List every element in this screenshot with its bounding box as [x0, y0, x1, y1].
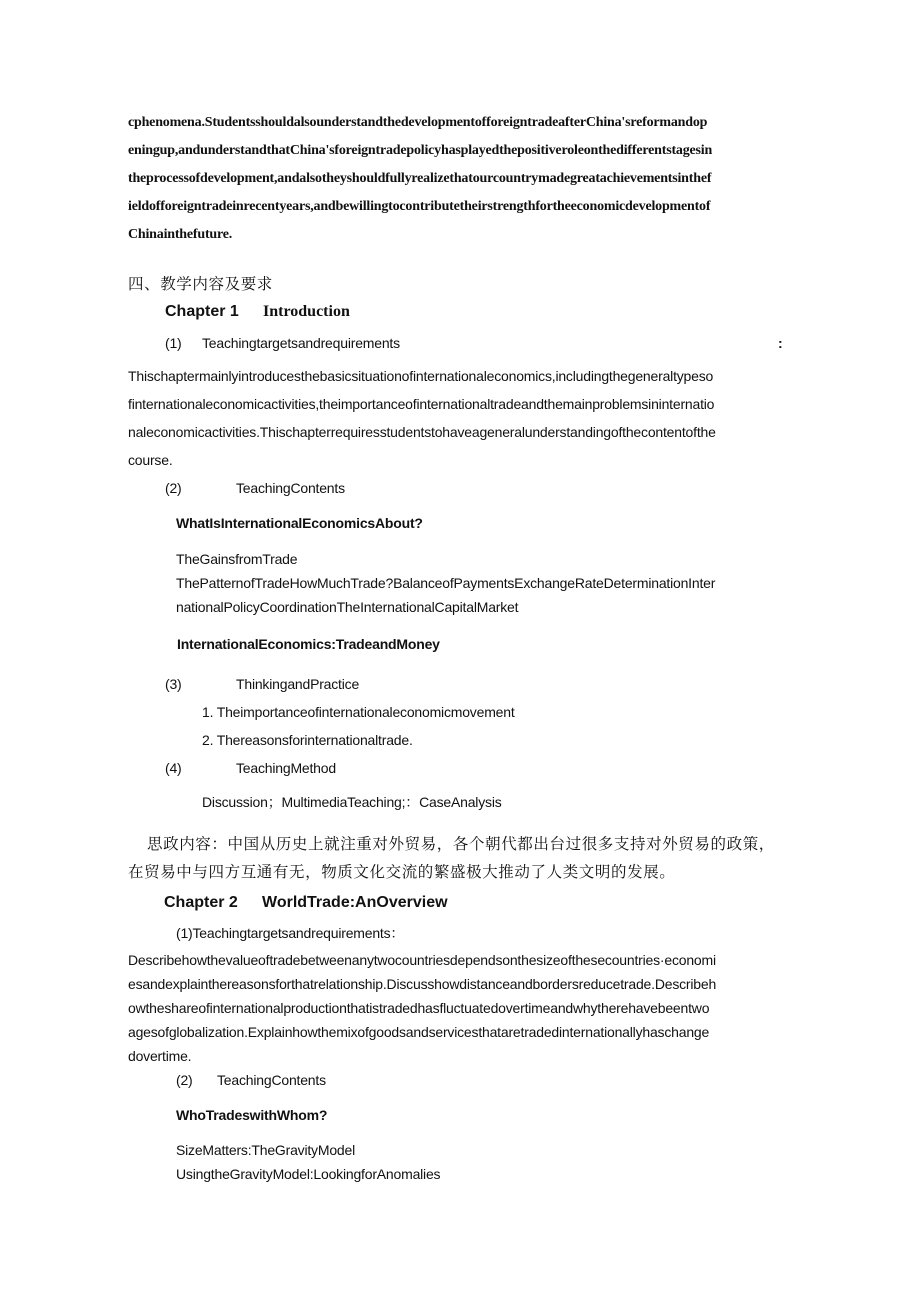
- ch2-topic-line: SizeMatters:TheGravityModel: [176, 1142, 355, 1158]
- ch1-targets-label: Teachingtargetsandrequirements: [202, 335, 400, 351]
- ch1-contents-num: (2): [165, 480, 182, 496]
- ch1-topic-line: nationalPolicyCoordinationTheInternationalCapitalMarket: [176, 599, 519, 615]
- intro-line: cphenomena.StudentsshouldalsounderstandthedevelopmentofforeigntradeafterChina'sreformandop: [128, 115, 708, 130]
- intro-line: ieldofforeigntradeinrecentyears,andbewillingtocontributetheirstrengthfortheeconomicdevelopmentof: [128, 199, 711, 214]
- ch1-thinking-label: ThinkingandPractice: [236, 676, 360, 692]
- intro-line: eningup,andunderstandthatChina'sforeigntradepolicyhasplayedthepositiveroleonthedifferentstagesin: [128, 143, 713, 158]
- ch1-targets-line: finternationaleconomicactivities,theimportanceofinternationaltradeandthemainproblemsininternatio: [128, 396, 715, 412]
- ch1-targets-line: Thischaptermainlyintroducesthebasicsituationofinternationaleconomics,includingthegeneraltypeso: [128, 368, 714, 384]
- ch1-contents-label: TeachingContents: [236, 480, 345, 496]
- ch1-topic-line: TheGainsfromTrade: [176, 551, 298, 567]
- ch1-topic-heading: InternationalEconomics:TradeandMoney: [177, 636, 440, 652]
- ch2-topic-line: UsingtheGravityModel:LookingforAnomalies: [176, 1166, 441, 1182]
- ch1-method-label: TeachingMethod: [236, 760, 336, 776]
- ch1-topic-line: ThePatternofTradeHowMuchTrade?BalanceofPaymentsExchangeRateDeterminationInter: [176, 575, 716, 591]
- ch1-targets-line: course.: [128, 452, 173, 468]
- ch2-targets-line: esandexplainthereasonsforthatrelationship.Discusshowdistanceandbordersreducetrade.Describeh: [128, 976, 717, 992]
- chapter1-title: Introduction: [263, 303, 350, 320]
- ch1-targets-num: (1): [165, 335, 182, 351]
- ch1-thinking-num: (3): [165, 676, 182, 692]
- ch1-method-num: (4): [165, 760, 182, 776]
- ch1-topic-heading: WhatIsInternationalEconomicsAbout?: [176, 515, 423, 531]
- ideology-line: 思政内容：中国从历史上就注重对外贸易，各个朝代都出台过很多支持对外贸易的政策，: [147, 835, 775, 853]
- ch2-contents-num: (2): [176, 1072, 193, 1088]
- ideology-line: 在贸易中与四方互通有无，物质文化交流的繁盛极大推动了人类文明的发展。: [128, 863, 676, 881]
- ch2-targets-heading: (1)Teachingtargetsandrequirements：: [176, 925, 405, 941]
- ch2-contents-label: TeachingContents: [217, 1072, 326, 1088]
- chapter2-title: WorldTrade:AnOverview: [262, 894, 448, 911]
- ch1-thinking-item: 1. Theimportanceofinternationaleconomicmovement: [202, 704, 515, 720]
- ch1-method-text: Discussion；MultimediaTeaching;：CaseAnalysis: [202, 794, 502, 810]
- chapter1-label: Chapter 1: [165, 303, 239, 320]
- ch2-targets-line: dovertime.: [128, 1048, 192, 1064]
- ch2-targets-line: Describehowthevalueoftradebetweenanytwocountriesdependsonthesizeofthesecountries·economi: [128, 952, 716, 968]
- ch2-targets-line: owtheshareofinternationalproductionthatistradedhasfluctuatedovertimeandwhytherehavebeentwo: [128, 1000, 710, 1016]
- ch1-thinking-item: 2. Thereasonsforinternationaltrade.: [202, 732, 413, 748]
- ch1-targets-colon: :: [778, 335, 783, 351]
- ch2-topic-heading: WhoTradeswithWhom?: [176, 1107, 328, 1123]
- intro-line: Chinainthefuture.: [128, 227, 233, 242]
- ch2-targets-line: agesofglobalization.Explainhowthemixofgoodsandservicesthataretradedinternationallyhaschange: [128, 1024, 710, 1040]
- intro-line: theprocessofdevelopment,andalsotheyshouldfullyrealizethatourcountrymadegreatachievementsinthef: [128, 171, 712, 186]
- section-heading: 四、教学内容及要求: [128, 275, 273, 293]
- chapter2-label: Chapter 2: [164, 894, 238, 911]
- ch1-targets-line: naleconomicactivities.Thischapterrequiresstudentstohaveageneralunderstandingofthecontentofthe: [128, 424, 716, 440]
